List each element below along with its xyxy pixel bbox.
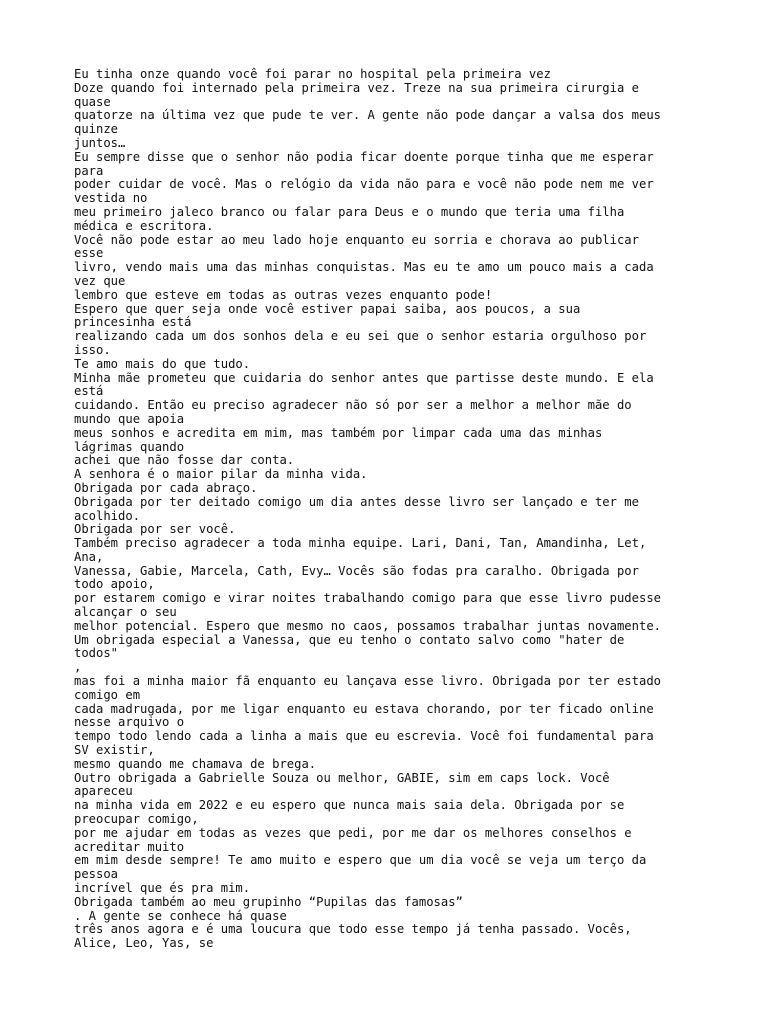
text-line: alcançar o seu (74, 605, 177, 620)
text-line: Eu sempre disse que o senhor não podia ficar doente porque tinha que me esperar (74, 149, 654, 164)
text-line: cuidando. Então eu preciso agradecer não só por ser a melhor a melhor mãe do (74, 398, 632, 413)
text-line: apareceu (74, 784, 133, 799)
text-line: Obrigada por cada abraço. (74, 480, 258, 495)
text-line: melhor potencial. Espero que mesmo no caos, possamos trabalhar juntas novamente. (74, 618, 661, 633)
text-line: tempo todo lendo cada a linha a mais que eu escrevia. Você foi fundamental para (74, 729, 654, 744)
text-line: SV existir, (74, 743, 155, 758)
text-line: todos" (74, 646, 119, 661)
text-line: acolhido. (74, 508, 141, 523)
text-line: médica e escritora. (74, 218, 214, 233)
text-line: meus sonhos e acredita em mim, mas também por limpar cada uma das minhas (74, 425, 603, 440)
text-line: livro, vendo mais uma das minhas conquistas. Mas eu te amo um pouco mais a cada (74, 260, 654, 275)
text-line: achei que não fosse dar conta. (74, 453, 295, 468)
text-line: mesmo quando me chamava de brega. (74, 756, 317, 771)
text-line: por me ajudar em todas as vezes que pedi, por me dar os melhores conselhos e (74, 825, 632, 840)
text-line: Doze quando foi internado pela primeira vez. Treze na sua primeira cirurgia e (74, 80, 639, 95)
text-line: todo apoio, (74, 577, 155, 592)
text-line: incrível que és pra mim. (74, 881, 251, 896)
text-line: Eu tinha onze quando você foi parar no hospital pela primeira vez (74, 67, 551, 81)
text-line: quinze (74, 122, 119, 137)
text-line: Obrigada por ser você. (74, 522, 236, 537)
text-line: cada madrugada, por me ligar enquanto eu estava chorando, por ter ficado online (74, 701, 654, 716)
text-line: Vanessa, Gabie, Marcela, Cath, Evy… Vocês são fodas pra caralho. Obrigada por (74, 563, 639, 578)
text-line: Obrigada também ao meu grupinho “Pupilas das famosas” (74, 894, 463, 909)
text-line: Também preciso agradecer a toda minha equipe. Lari, Dani, Tan, Amandinha, Let, (74, 536, 647, 551)
text-line: Minha mãe prometeu que cuidaria do senhor antes que partisse deste mundo. E ela (74, 370, 654, 385)
text-line: para (74, 163, 104, 178)
text-line: em mim desde sempre! Te amo muito e espero que um dia você se veja um terço da (74, 853, 647, 868)
text-line: Você não pode estar ao meu lado hoje enquanto eu sorria e chorava ao publicar (74, 232, 639, 247)
text-line: lembro que esteve em todas as outras vezes enquanto pode! (74, 287, 493, 302)
text-line: isso. (74, 342, 111, 357)
text-line: três anos agora e é uma loucura que todo esse tempo já tenha passado. Vocês, (74, 922, 632, 937)
document-body-text (74, 68, 754, 951)
text-line: juntos… (74, 135, 126, 150)
text-line: realizando cada um dos sonhos dela e eu sei que o senhor estaria orgulhoso por (74, 329, 647, 344)
text-line: Espero que quer seja onde você estiver papai saiba, aos poucos, a sua (74, 301, 581, 316)
text-line: esse (74, 246, 104, 261)
text-line: vestida no (74, 191, 148, 206)
text-line: na minha vida em 2022 e eu espero que nunca mais saia dela. Obrigada por se (74, 798, 625, 813)
text-line: Te amo mais do que tudo. (74, 356, 251, 371)
text-line: mundo que apoia (74, 411, 185, 426)
text-line: quase (74, 94, 111, 109)
text-line: Obrigada por ter deitado comigo um dia antes desse livro ser lançado e ter me (74, 494, 639, 509)
text-line: Um obrigada especial a Vanessa, que eu tenho o contato salvo como "hater de (74, 632, 625, 647)
text-line: acreditar muito (74, 839, 185, 854)
text-line: pessoa (74, 867, 119, 882)
text-line: princesinha está (74, 315, 192, 330)
text-line: meu primeiro jaleco branco ou falar para Deus e o mundo que teria uma filha (74, 204, 625, 219)
text-line: comigo em (74, 687, 141, 702)
text-line: está (74, 384, 104, 399)
text-line: . A gente se conhece há quase (74, 908, 287, 923)
text-line: Ana, (74, 549, 104, 564)
text-line: Alice, Leo, Yas, se (74, 936, 214, 951)
text-line: A senhora é o maior pilar da minha vida. (74, 467, 368, 482)
text-line: Outro obrigada a Gabrielle Souza ou melhor, GABIE, sim em caps lock. Você (74, 770, 610, 785)
text-line: poder cuidar de você. Mas o relógio da vida não para e você não pode nem me ver (74, 177, 654, 192)
text-line: lágrimas quando (74, 439, 185, 454)
text-line: , (74, 660, 82, 675)
text-line: mas foi a minha maior fã enquanto eu lançava esse livro. Obrigada por ter estado (74, 674, 661, 689)
text-line: preocupar comigo, (74, 812, 199, 827)
text-line: quatorze na última vez que pude te ver. A gente não pode dançar a valsa dos meus (74, 108, 661, 123)
text-line: vez que (74, 273, 126, 288)
text-line: nesse arquivo o (74, 715, 185, 730)
text-line: por estarem comigo e virar noites trabalhando comigo para que esse livro pudesse (74, 591, 661, 606)
